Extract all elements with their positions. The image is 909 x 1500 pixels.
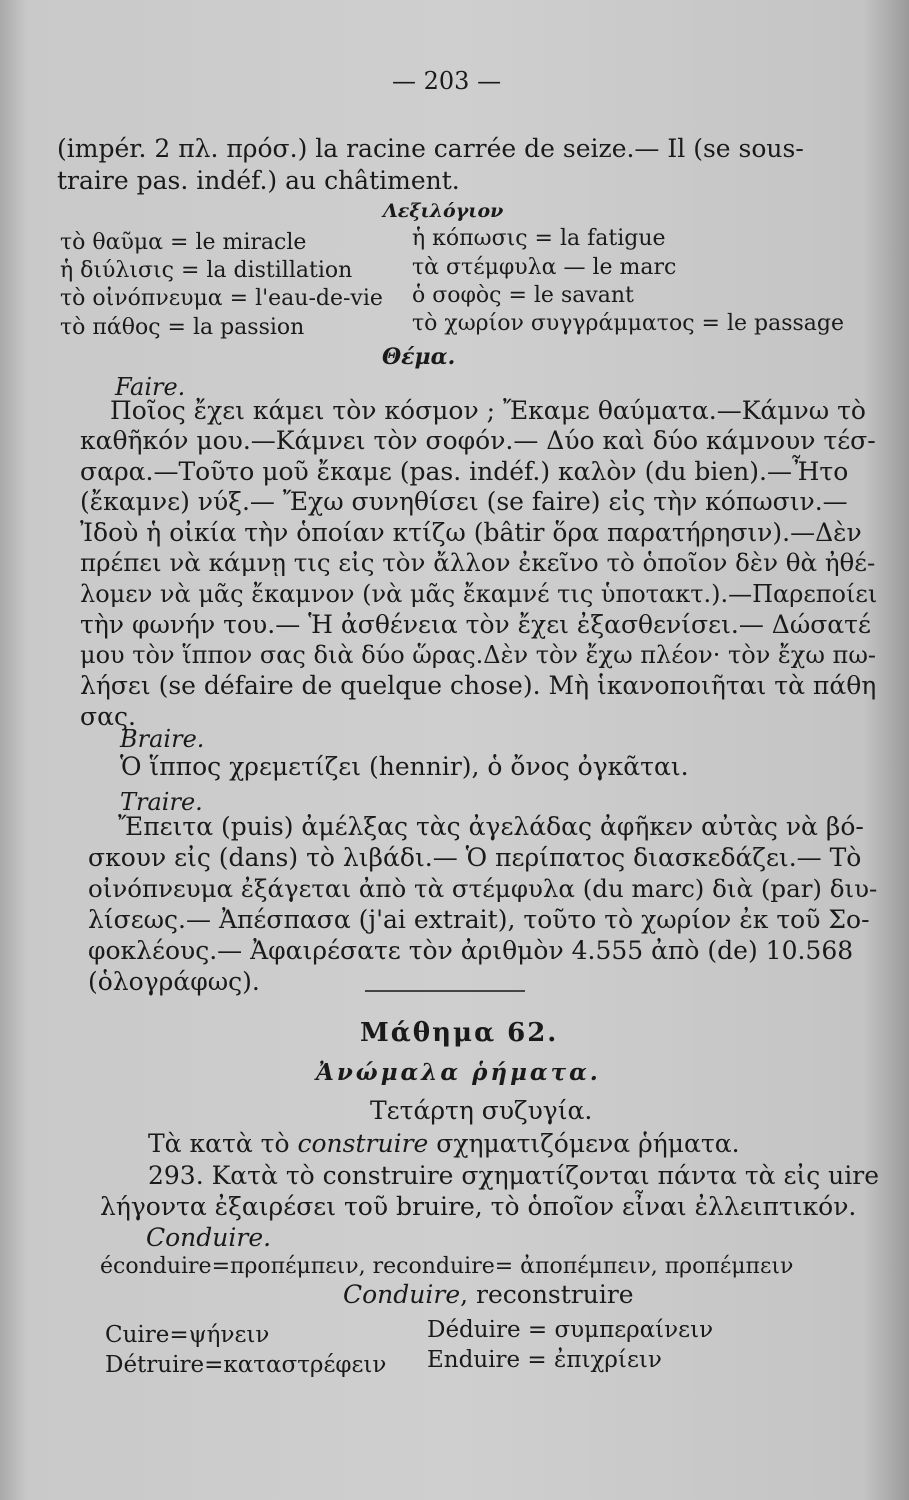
text-line: Ἔπειτα (puis) ἀμέλξας τὰς ἀγελάδας ἀφῆκεν αὐτὰς νὰ βό-: [118, 812, 864, 841]
lexicon-entry: τὸ θαῦμα = le miracle: [60, 230, 307, 255]
text-line: φοκλέους.— Ἀφαιρέσατε τὸν ἀριθμὸν 4.555 ἀπὸ (de) 10.568: [88, 936, 854, 965]
text-line: (ἔκαμνε) νύξ.— Ἔχω συνηθίσει (se faire) εἰς τὴν κόπωσιν.—: [80, 487, 848, 516]
table-cell: Déduire = συμπεραίνειν: [427, 1317, 714, 1343]
text-line: σκουν εἰς (dans) τὸ λιβάδι.— Ὁ περίπατος διασκεδάζει.— Τὸ: [88, 843, 862, 872]
lexicon-entry: τὸ πάθος = la passion: [60, 315, 305, 340]
page-number: — 203 —: [392, 67, 502, 95]
text-line: Ὁ ἵππος χρεμετίζει (hennir), ὁ ὄνος ὀγκᾶται.: [120, 752, 689, 781]
lesson-title: Μάθημα 62.: [360, 1018, 559, 1048]
text-line: Ἰδοὺ ἡ οἰκία τὴν ὁποίαν κτίζω (bâtir ὅρα παρατήρησιν).—Δὲν: [80, 518, 862, 547]
intro-line: (impér. 2 πλ. πρόσ.) la racine carrée de seize.— Il (se sous-: [57, 134, 804, 163]
text-line: λήγοντα ἐξαιρέσει τοῦ bruire, τὸ ὁποῖον εἶναι ἐλλειπτικόν.: [100, 1192, 857, 1221]
lexicon-entry: ὁ σοφὸς = le savant: [412, 283, 634, 308]
text-line: σαρα.—Τοῦτο μοῦ ἔκαμε (pas. indéf.) καλὸν (du bien).—Ἦτο: [80, 457, 849, 486]
lexicon-entry: ἡ διύλισις = la distillation: [60, 258, 353, 283]
lexicon-heading: Λεξιλόγιον: [383, 200, 504, 222]
text-line: σας.: [80, 702, 136, 731]
lexicon-entry: τὰ στέμφυλα — le marc: [412, 255, 677, 280]
table-cell: Détruire=καταστρέφειν: [105, 1352, 387, 1378]
braire-label: Braire.: [120, 725, 205, 753]
text-line: μου τὸν ἵππον σας διὰ δύο ὥρας.Δὲν τὸν ἔχω πλέον· τὸν ἔχω πω-: [80, 641, 876, 669]
faire-label: Faire.: [115, 373, 186, 401]
text-line: 293. Κατὰ τὸ construire σχηματίζονται πάντα τὰ εἰς uire: [148, 1161, 880, 1190]
intro-line: traire pas. indéf.) au châtiment.: [57, 166, 460, 195]
lexicon-entry: ἡ κόπωσις = la fatigue: [412, 226, 666, 251]
lesson-intro: Τὰ κατὰ τὸ construire σχηματιζόμενα ῥήματα.: [148, 1129, 740, 1158]
table-cell: Enduire = ἐπιχρίειν: [427, 1347, 662, 1373]
theme-heading: Θέμα.: [382, 344, 456, 370]
conduire-label: Conduire.: [146, 1223, 272, 1252]
text-line: πρέπει νὰ κάμνῃ τις εἰς τὸν ἄλλον ἐκεῖνο τὸ ὁποῖον δὲν θὰ ἠθέ-: [80, 548, 876, 577]
verb-construire: construire: [297, 1129, 429, 1158]
table-cell: Cuire=ψήνειν: [105, 1322, 270, 1348]
traire-label: Traire.: [120, 788, 203, 816]
section-heading: Τετάρτη συζυγία.: [370, 1096, 593, 1125]
lexicon-entry: τὸ χωρίον συγγράμματος = le passage: [412, 311, 844, 336]
conduire-heading: Conduire, reconstruire: [343, 1280, 634, 1309]
text-line: (ὁλογράφως).: [88, 967, 260, 996]
lexicon-entry: τὸ οἰνόπνευμα = l'eau-de-vie: [60, 286, 383, 311]
conduire-line: éconduire=προπέμπειν, reconduire= ἀποπέμπειν, προπέμπειν: [100, 1254, 794, 1279]
text-line: καθῆκόν μου.—Κάμνει τὸν σοφόν.— Δύο καὶ δύο κάμνουν τέσ-: [80, 426, 876, 455]
text-line: τὴν φωνήν του.— Ἡ ἀσθένεια τὸν ἔχει ἐξασθενίσει.— Δώσατέ: [80, 610, 871, 639]
text-line: οἰνόπνευμα ἐξάγεται ἀπὸ τὰ στέμφυλα (du marc) διὰ (par) διυ-: [88, 874, 878, 903]
section-divider: [365, 990, 525, 992]
text-line: λομεν νὰ μᾶς ἔκαμνον (νὰ μᾶς ἔκαμνέ τις ὑποτακτ.).—Παρεποίει: [80, 580, 878, 608]
lesson-subtitle: Ἀνώμαλα ῥήματα.: [316, 1059, 601, 1086]
text-line: Ποῖος ἔχει κάμει τὸν κόσμον ; Ἔκαμε θαύματα.—Κάμνω τὸ: [110, 396, 866, 425]
text-line: λίσεως.— Ἀπέσπασα (j'ai extrait), τοῦτο τὸ χωρίον ἐκ τοῦ Σο-: [88, 905, 870, 934]
text-line: λήσει (se défaire de quelque chose). Μὴ ἱκανοποιῆται τὰ πάθη: [80, 671, 877, 700]
